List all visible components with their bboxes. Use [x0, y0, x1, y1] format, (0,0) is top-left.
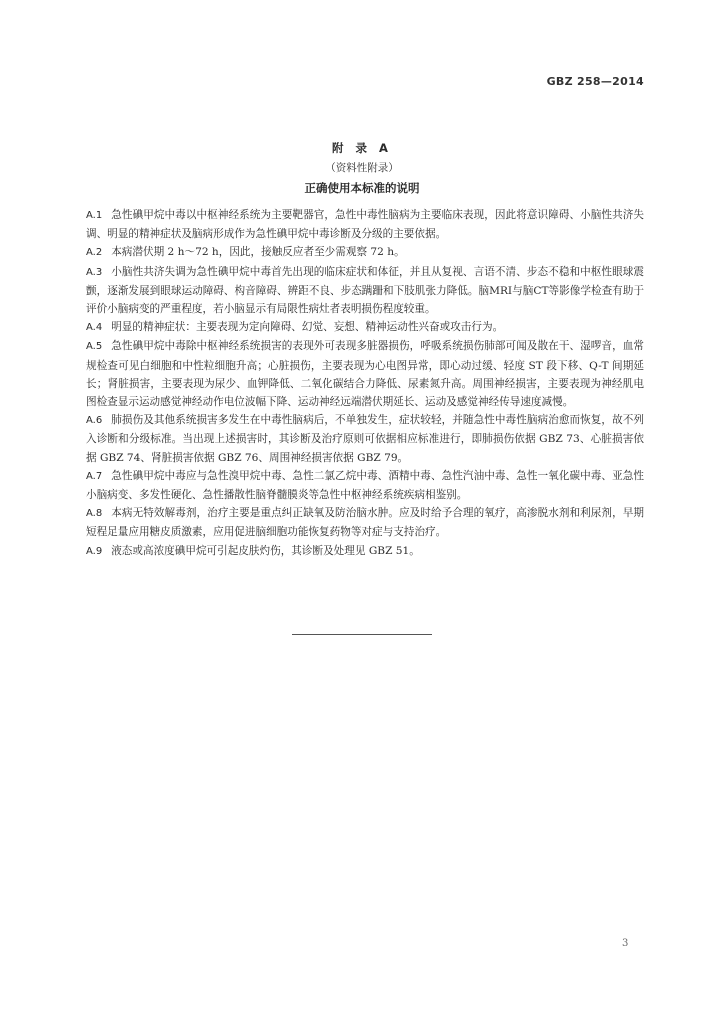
clause-text: 急性碘甲烷中毒应与急性溴甲烷中毒、急性二氯乙烷中毒、酒精中毒、急性汽油中毒、急性一氧化碳中毒、亚急性小脑病变、多发性硬化、急性播散性脑脊髓膜炎等急性中枢神经系统疾病相鉴别。: [86, 469, 644, 502]
clause-a6: [86, 411, 644, 467]
clause-text: 肺损伤及其他系统损害多发生在中毒性脑病后，不单独发生，症状较轻，并随急性中毒性脑病治愈而恢复，故不列入诊断和分级标准。当出现上述损害时，其诊断及治疗原则可依据相应标准进行，即肺损伤依据 GBZ 73、心脏损害依据 GBZ 74、肾脏损害依据 GBZ 76、周围神经损害依据 GBZ 79。: [86, 414, 644, 464]
clause-a9: [86, 542, 644, 561]
clause-text: 急性碘甲烷中毒以中枢神经系统为主要靶器官，急性中毒性脑病为主要临床表现，因此将意识障碍、小脑性共济失调、明显的精神症状及脑病形成作为急性碘甲烷中毒诊断及分级的主要依据。: [86, 209, 644, 241]
clause-text: 液态或高浓度碘甲烷可引起皮肤灼伤，其诊断及处理见 GBZ 51。: [111, 544, 420, 557]
clause-text: 本病无特效解毒剂，治疗主要是重点纠正缺氧及防治脑水肿。应及时给予合理的氧疗，高渗脱水剂和利尿剂，早期短程足量应用糖皮质激素，应用促进脑细胞功能恢复药物等对症与支持治疗。: [86, 507, 644, 539]
clause-number: A.3: [86, 266, 103, 278]
clause-a3: [86, 263, 644, 319]
clause-a4: [86, 318, 644, 337]
clause-number: A.9: [86, 545, 103, 557]
clause-text: 明显的精神症状：主要表现为定向障碍、幻觉、妄想、精神运动性兴奋或攻击行为。: [111, 321, 504, 334]
page-number: 3: [622, 938, 629, 949]
end-of-document-rule: [292, 634, 432, 635]
appendix-heading: 正确使用本标准的说明: [304, 181, 420, 195]
clause-number: A.6: [86, 415, 103, 427]
clause-number: A.2: [86, 247, 103, 259]
clause-number: A.5: [86, 341, 103, 353]
clause-a5: [86, 337, 644, 411]
standard-code: GBZ 258—2014: [546, 75, 644, 88]
appendix-title: 附 录 A: [332, 141, 392, 155]
clause-number: A.1: [86, 210, 103, 221]
clause-a8: [86, 504, 644, 541]
clause-a7: [86, 467, 644, 504]
clause-text: 本病潜伏期 2 h～72 h，因此，接触反应者至少需观察 72 h。: [111, 246, 405, 259]
clause-text: 急性碘甲烷中毒除中枢神经系统损害的表现外可表现多脏器损伤，呼吸系统损伤肺部可闻及散在干、湿啰音，血常规检查可见白细胞和中性粒细胞升高；心脏损伤，主要表现为心电图异常，即心动过缓、轻度 ST 段下移、Q-T 间期延长；肾脏损害，主要表现为尿少、血钾降低、二氧化碳结合力降低、尿素氮升高。周围神经损害，主要表现为神经肌电图检查显示运动感觉神经动作电位波幅下降、运动神经远端潜伏期延长、运动及感觉神经传导速度减慢。: [86, 340, 644, 409]
clause-list: [86, 206, 644, 561]
clause-text: 小脑性共济失调为急性碘甲烷中毒首先出现的临床症状和体征，并且从复视、言语不清、步态不稳和中枢性眼球震颤，逐渐发展到眼球运动障碍、构音障碍、辨距不良、步态蹒跚和下肢肌张力降低。脑MRI与脑CT等影像学检查有助于评价小脑病变的严重程度，若小脑显示有局限性病灶者表明损伤程度较重。: [86, 265, 644, 316]
clause-number: A.4: [86, 322, 103, 334]
clause-number: A.7: [86, 470, 103, 482]
clause-number: A.8: [86, 508, 103, 520]
clause-a2: [86, 243, 644, 262]
appendix-nature: （资料性附录）: [325, 162, 399, 174]
clause-a1: [86, 206, 644, 243]
